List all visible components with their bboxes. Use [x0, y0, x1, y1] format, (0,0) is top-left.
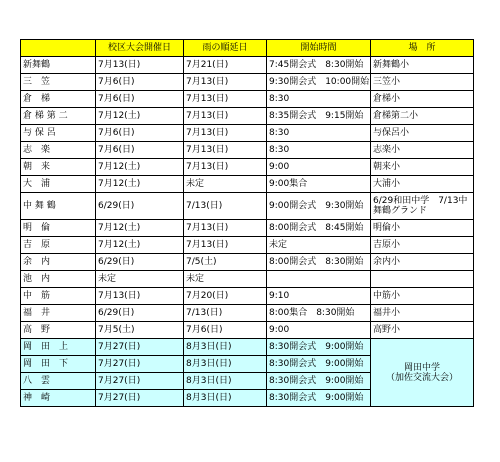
rain-date-cell: 8月3日(日) [184, 356, 267, 373]
meet-date-cell: 7月27(日) [96, 390, 184, 407]
rain-date-cell: 8月3日(日) [184, 339, 267, 356]
rain-date-cell: 7月13(日) [184, 159, 267, 176]
table-row [21, 91, 474, 108]
meet-date-cell: 7月27(日) [96, 339, 184, 356]
school-name-cell: 池 内 [21, 271, 96, 288]
meet-date-cell: 7月27(日) [96, 356, 184, 373]
rain-date-cell: 7/5(土) [184, 254, 267, 271]
rain-date-cell: 7月20(日) [184, 288, 267, 305]
start-time-cell: 9:00集合 [267, 176, 371, 193]
venue-cell: 倉梯第二小 [371, 108, 474, 125]
meet-date-cell: 7月5(土) [96, 322, 184, 339]
start-time-cell: 8:00開会式 8:45開始 [267, 220, 371, 237]
rain-date-cell: 7月6(日) [184, 322, 267, 339]
table-row [21, 271, 474, 288]
school-name-cell: 高 野 [21, 322, 96, 339]
start-time-cell: 8:30 [267, 142, 371, 159]
venue-cell [371, 271, 474, 288]
start-time-cell: 8:30開会式 9:00開始 [267, 373, 371, 390]
venue-cell: 志楽小 [371, 142, 474, 159]
venue-cell: 高野小 [371, 322, 474, 339]
school-name-cell: 新舞鶴 [21, 57, 96, 74]
meet-date-cell: 未定 [96, 271, 184, 288]
start-time-cell: 8:00集合 8:30開始 [267, 305, 371, 322]
venue-cell: 6/29和田中学 7/13中舞鶴グランド [371, 193, 474, 220]
school-name-cell: 岡 田 下 [21, 356, 96, 373]
venue-cell: 余内小 [371, 254, 474, 271]
meet-date-cell: 7月12(土) [96, 176, 184, 193]
meet-date-cell: 7月13(日) [96, 288, 184, 305]
school-name-cell: 大 浦 [21, 176, 96, 193]
start-time-cell: 8:30開会式 9:00開始 [267, 356, 371, 373]
venue-cell: 大浦小 [371, 176, 474, 193]
start-time-cell: 8:30 [267, 125, 371, 142]
rain-date-cell: 7月13(日) [184, 237, 267, 254]
start-time-cell: 未定 [267, 237, 371, 254]
table-row [21, 322, 474, 339]
venue-cell: 与保呂小 [371, 125, 474, 142]
meet-date-cell: 6/29(日) [96, 305, 184, 322]
school-name-cell: 岡 田 上 [21, 339, 96, 356]
school-name-cell: 中 舞 鶴 [21, 193, 96, 220]
meet-date-cell: 7月6(日) [96, 74, 184, 91]
meet-date-cell: 7月6(日) [96, 125, 184, 142]
rain-date-cell: 7月13(日) [184, 220, 267, 237]
header-cell-name [21, 40, 96, 57]
table-row [21, 220, 474, 237]
table-row [21, 125, 474, 142]
table-row [21, 305, 474, 322]
table-row [21, 339, 474, 356]
start-time-cell: 9:30開会式 10:00開始 [267, 74, 371, 91]
meet-date-cell: 7月6(日) [96, 91, 184, 108]
meet-date-cell: 7月6(日) [96, 142, 184, 159]
header-cell-start-time: 開始時間 [267, 40, 371, 57]
table-row [21, 57, 474, 74]
school-name-cell: 三 笠 [21, 74, 96, 91]
header-row [21, 40, 474, 57]
meet-date-cell: 7月12(土) [96, 237, 184, 254]
rain-date-cell: 7/13(日) [184, 305, 267, 322]
venue-cell: 中筋小 [371, 288, 474, 305]
start-time-cell: 8:30開会式 9:00開始 [267, 390, 371, 407]
school-name-cell: 倉 梯 [21, 91, 96, 108]
school-name-cell: 志 楽 [21, 142, 96, 159]
venue-cell: 福井小 [371, 305, 474, 322]
meet-date-cell: 7月13(日) [96, 57, 184, 74]
rain-date-cell: 8月3日(日) [184, 373, 267, 390]
rain-date-cell: 未定 [184, 271, 267, 288]
header-cell-venue: 場 所 [371, 40, 474, 57]
venue-cell: 吉原小 [371, 237, 474, 254]
rain-date-cell: 7月13(日) [184, 91, 267, 108]
school-name-cell: 吉 原 [21, 237, 96, 254]
meet-date-cell: 7月27(日) [96, 373, 184, 390]
start-time-cell [267, 271, 371, 288]
school-name-cell: 余 内 [21, 254, 96, 271]
table-row [21, 142, 474, 159]
table-row [21, 254, 474, 271]
header-cell-date: 校区大会開催日 [96, 40, 184, 57]
rain-date-cell: 8月3日(日) [184, 390, 267, 407]
rain-date-cell: 7月13(日) [184, 125, 267, 142]
rain-date-cell: 7月21(日) [184, 57, 267, 74]
rain-date-cell: 7/13(日) [184, 193, 267, 220]
rain-date-cell: 7月13(日) [184, 108, 267, 125]
school-name-cell: 神 崎 [21, 390, 96, 407]
table-row [21, 288, 474, 305]
joint-venue-line2: （加佐交流大会） [385, 372, 458, 383]
meet-date-cell: 7月12(土) [96, 159, 184, 176]
joint-venue-cell [371, 339, 474, 407]
school-name-cell: 八 雲 [21, 373, 96, 390]
rain-date-cell: 7月13(日) [184, 74, 267, 91]
school-name-cell: 明 倫 [21, 220, 96, 237]
table-row [21, 159, 474, 176]
start-time-cell: 8:30 [267, 91, 371, 108]
table-row [21, 74, 474, 91]
venue-cell: 新舞鶴小 [371, 57, 474, 74]
start-time-cell: 9:00 [267, 322, 371, 339]
table-row [21, 193, 474, 220]
start-time-cell: 9:00開会式 9:30開始 [267, 193, 371, 220]
start-time-cell: 9:00 [267, 159, 371, 176]
table-row [21, 176, 474, 193]
rain-date-cell: 未定 [184, 176, 267, 193]
venue-cell: 三笠小 [371, 74, 474, 91]
venue-cell: 倉梯小 [371, 91, 474, 108]
meet-date-cell: 6/29(日) [96, 254, 184, 271]
venue-cell: 明倫小 [371, 220, 474, 237]
start-time-cell: 8:00開会式 8:30開始 [267, 254, 371, 271]
school-name-cell: 中 筋 [21, 288, 96, 305]
school-name-cell: 与 保 呂 [21, 125, 96, 142]
meet-date-cell: 6/29(日) [96, 193, 184, 220]
school-name-cell: 朝 来 [21, 159, 96, 176]
start-time-cell: 8:30開会式 9:00開始 [267, 339, 371, 356]
table-row [21, 237, 474, 254]
start-time-cell: 7:45開会式 8:30開始 [267, 57, 371, 74]
meet-date-cell: 7月12(土) [96, 108, 184, 125]
meet-date-cell: 7月12(土) [96, 220, 184, 237]
venue-cell: 朝来小 [371, 159, 474, 176]
school-name-cell: 福 井 [21, 305, 96, 322]
table-row [21, 108, 474, 125]
start-time-cell: 9:10 [267, 288, 371, 305]
rain-date-cell: 7月13(日) [184, 142, 267, 159]
schedule-table [20, 39, 474, 407]
school-name-cell: 倉 梯 第 二 [21, 108, 96, 125]
start-time-cell: 8:35開会式 9:15開始 [267, 108, 371, 125]
header-cell-rain-date: 雨の順延日 [184, 40, 267, 57]
joint-venue-line1: 岡田中学 [403, 362, 440, 373]
